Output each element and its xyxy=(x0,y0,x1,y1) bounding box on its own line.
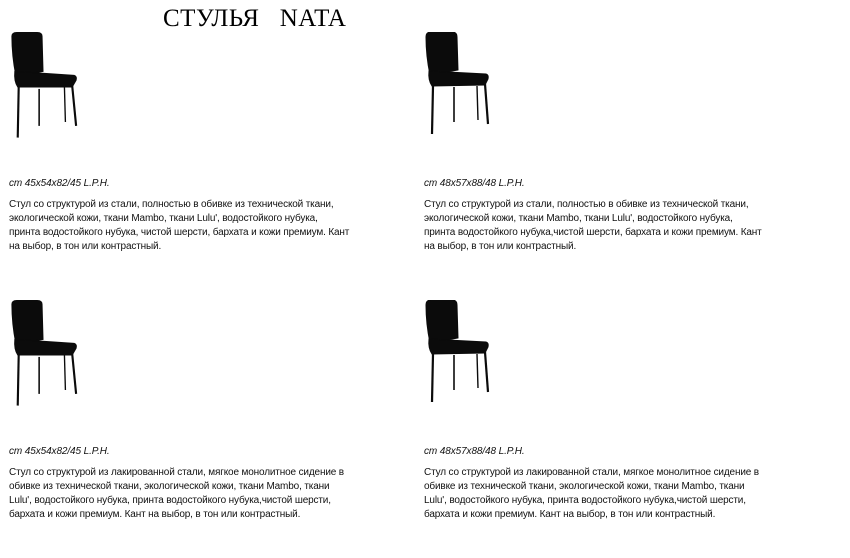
chair-image xyxy=(423,32,491,136)
description-line: обивке из технической ткани, экологической кожи, ткани Mambo, ткани xyxy=(9,481,330,492)
description-line: Стул со структурой из стали, полностью в обивке из технической ткани, xyxy=(9,199,334,210)
description-line: Lulu', водостойкого нубука, принта водостойкого нубука,чистой шерсти, xyxy=(9,495,331,506)
product-dimensions: cm 48x57x88/48 L.P.H. xyxy=(424,178,525,189)
description-line: принта водостойкого нубука,чистой шерсти, бархата и кожи премиум. Кант xyxy=(424,227,762,238)
description-line: на выбор, в тон или контрастный. xyxy=(424,241,577,252)
product-card xyxy=(423,30,823,290)
description-line: принта водостойкого нубука, чистой шерсти, бархата и кожи премиум. Кант xyxy=(9,227,350,238)
description-line: экологической кожи, ткани Mambo, ткани Lulu', водостойкого нубука, xyxy=(424,213,733,224)
chair-image xyxy=(423,300,491,404)
page-title: СТУЛЬЯ NATA xyxy=(163,5,347,32)
chair-image xyxy=(8,32,80,140)
description-line: бархата и кожи премиум. Кант на выбор, в тон или контрастный. xyxy=(9,509,301,520)
product-dimensions: cm 45x54x82/45 L.P.H. xyxy=(9,178,110,189)
product-card xyxy=(423,298,823,558)
description-line: бархата и кожи премиум. Кант на выбор, в тон или контрастный. xyxy=(424,509,716,520)
product-description xyxy=(424,198,816,254)
product-card xyxy=(8,298,408,558)
product-description xyxy=(9,466,401,522)
product-description xyxy=(9,198,401,254)
description-line: Стул со структурой из стали, полностью в обивке из технической ткани, xyxy=(424,199,749,210)
description-line: на выбор, в тон или контрастный. xyxy=(9,241,162,252)
description-line: обивке из технической ткани, экологической кожи, ткани Mambo, ткани xyxy=(424,481,745,492)
product-dimensions: cm 48x57x88/48 L.P.H. xyxy=(424,446,525,457)
description-line: Стул со структурой из лакированной стали, мягкое монолитное сидение в xyxy=(9,467,344,478)
chair-image xyxy=(8,300,80,408)
product-description xyxy=(424,466,816,522)
description-line: Lulu', водостойкого нубука, принта водостойкого нубука,чистой шерсти, xyxy=(424,495,746,506)
product-dimensions: cm 45x54x82/45 L.P.H. xyxy=(9,446,110,457)
description-line: Стул со структурой из лакированной стали, мягкое монолитное сидение в xyxy=(424,467,759,478)
description-line: экологической кожи, ткани Mambo, ткани Lulu', водостойкого нубука, xyxy=(9,213,318,224)
product-card xyxy=(8,30,408,290)
